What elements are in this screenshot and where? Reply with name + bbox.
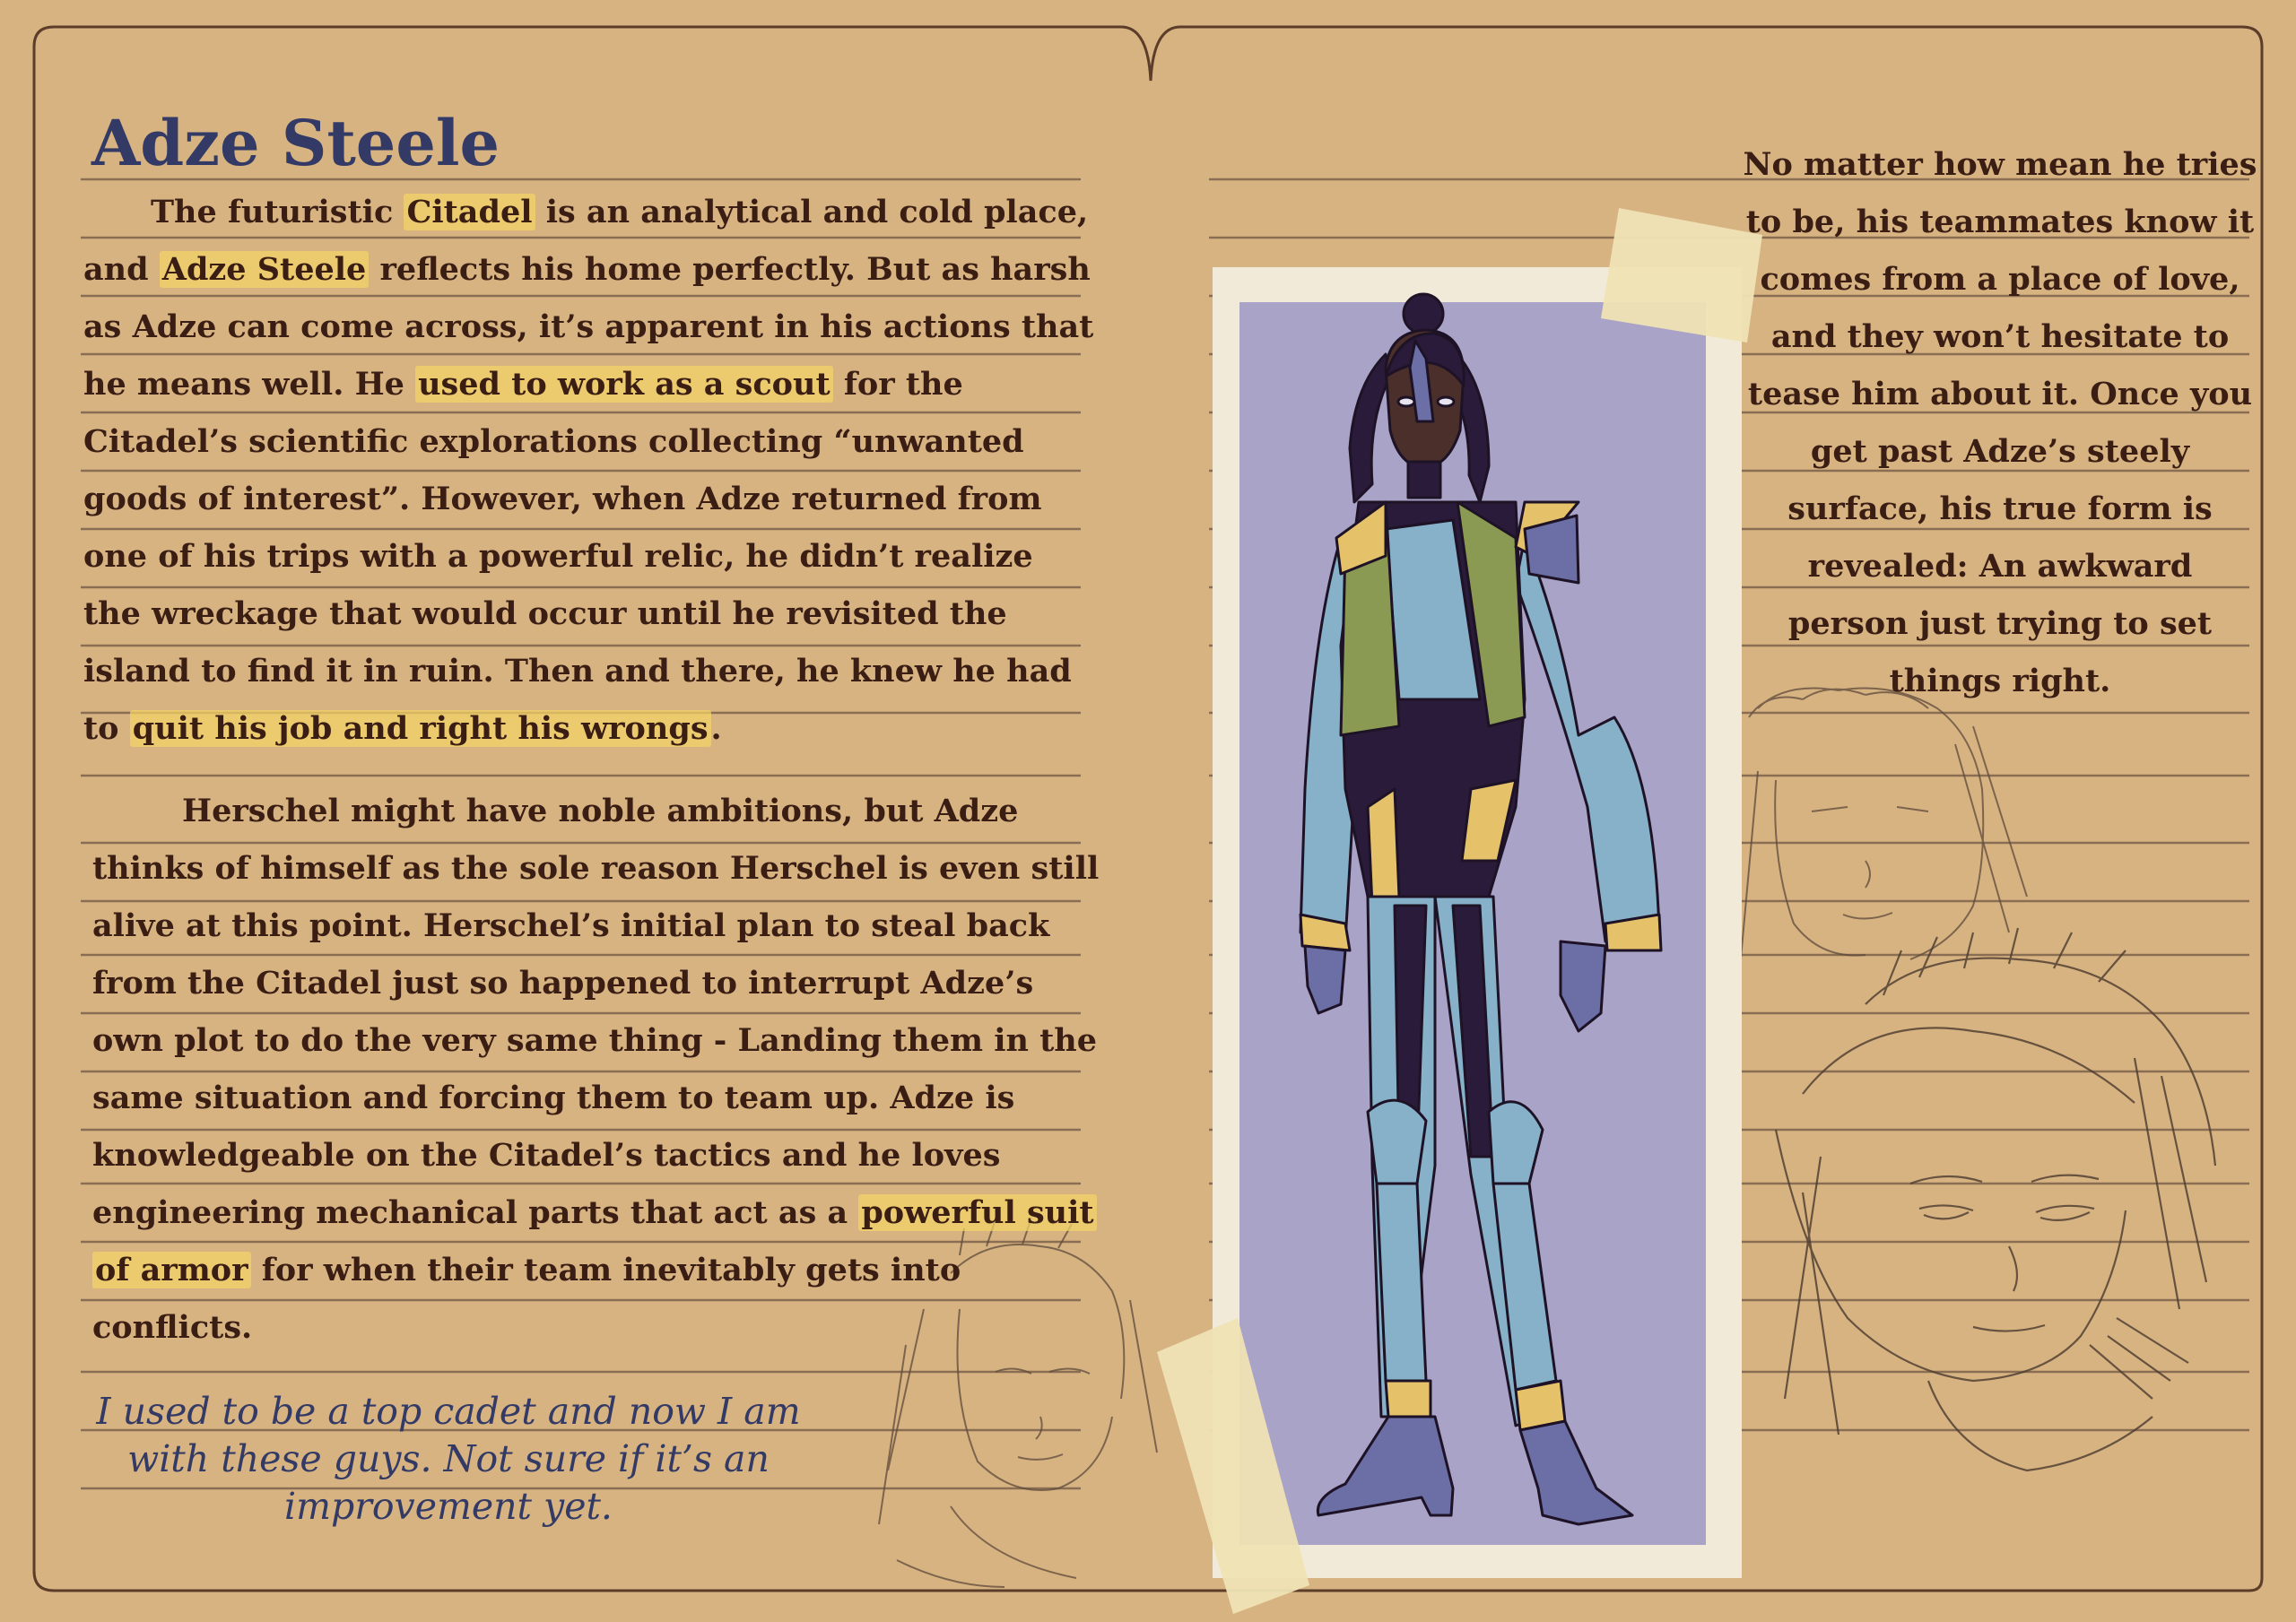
text-segment: is an analytical and cold place, <box>535 194 1089 230</box>
text-segment: No matter how mean he tries <box>1743 146 2257 183</box>
text-segment: things right. <box>1889 663 2111 699</box>
text-line <box>92 1242 1099 1299</box>
text-segment: Herschel might have noble ambitions, but Adze <box>182 793 1019 829</box>
text-segment: . <box>710 710 722 747</box>
highlighted-phrase: used to work as a scout <box>415 366 833 403</box>
text-segment: get past Adze’s steely <box>1810 433 2190 470</box>
text-segment: island to find it in ruin. Then and there, he knew he had <box>83 653 1072 690</box>
text-line <box>92 1184 1099 1242</box>
quote-line: I used to be a top cadet and now I am <box>96 1390 801 1433</box>
text-segment: alive at this point. Herschel’s initial plan to steal back <box>92 907 1050 944</box>
text-segment: and <box>83 251 160 288</box>
text-segment: as Adze can come across, it’s apparent in his actions that <box>83 308 1094 345</box>
character-name-title: Adze Steele <box>91 106 500 180</box>
character-portrait-card <box>1213 267 1742 1578</box>
text-segment: to <box>83 710 130 747</box>
text-line <box>83 643 1093 700</box>
text-segment: from the Citadel just so happened to interrupt Adze’s <box>92 965 1034 1002</box>
text-line <box>83 528 1093 585</box>
text-segment: Citadel’s scientific explorations collecting “unwanted <box>83 423 1024 460</box>
text-segment: for when their team inevitably gets into <box>250 1252 961 1288</box>
text-line <box>1740 653 2260 710</box>
text-line <box>1740 481 2260 538</box>
text-segment: tease him about it. Once you <box>1747 376 2253 412</box>
text-segment: person just trying to set <box>1787 605 2213 642</box>
text-line <box>1740 308 2260 366</box>
text-line <box>1740 251 2260 308</box>
text-segment: for the <box>832 366 963 403</box>
text-segment: surface, his true form is <box>1787 490 2213 527</box>
relationship-paragraph <box>92 783 1099 1357</box>
highlighted-phrase: quit his job and right his wrongs <box>130 710 711 747</box>
text-line <box>83 585 1093 643</box>
text-segment: goods of interest”. However, when Adze returned from <box>83 481 1042 517</box>
text-line <box>92 1012 1099 1070</box>
text-line <box>83 413 1093 471</box>
text-line <box>1740 595 2260 653</box>
text-segment: reflects his home perfectly. But as harsh <box>369 251 1091 288</box>
text-line <box>83 356 1093 413</box>
text-line <box>92 1070 1099 1127</box>
quote-line: with these guys. Not sure if it’s an <box>127 1437 770 1480</box>
text-segment: the wreckage that would occur until he revisited the <box>83 595 1007 632</box>
text-line <box>92 1127 1099 1184</box>
text-line <box>92 783 1099 840</box>
quote-line: improvement yet. <box>284 1485 613 1528</box>
text-segment: he means well. He <box>83 366 416 403</box>
text-line <box>1740 423 2260 481</box>
text-segment: revealed: An awkward <box>1807 548 2193 585</box>
text-segment: conflicts. <box>92 1309 253 1346</box>
text-segment: one of his trips with a powerful relic, he didn’t realize <box>83 538 1033 575</box>
highlighted-phrase: Adze Steele <box>160 251 370 288</box>
text-line <box>83 700 1093 758</box>
personality-paragraph <box>1740 136 2260 710</box>
highlighted-phrase: of armor <box>92 1252 251 1288</box>
text-line <box>83 471 1093 528</box>
text-line <box>1740 538 2260 595</box>
text-line <box>83 184 1093 241</box>
backstory-paragraph <box>83 184 1093 758</box>
text-line <box>1740 194 2260 251</box>
highlighted-phrase: Citadel <box>404 194 535 230</box>
text-segment: thinks of himself as the sole reason Herschel is even still <box>92 850 1100 887</box>
highlighted-phrase: powerful suit <box>858 1194 1096 1231</box>
text-line <box>92 898 1099 955</box>
text-segment: engineering mechanical parts that act as a <box>92 1194 859 1231</box>
text-line <box>92 955 1099 1012</box>
text-segment: The futuristic <box>151 194 404 230</box>
text-segment: knowledgeable on the Citadel’s tactics and he loves <box>92 1137 1001 1174</box>
text-line <box>92 840 1099 898</box>
text-segment: and they won’t hesitate to <box>1770 318 2230 355</box>
character-quote <box>81 1388 816 1531</box>
text-line <box>1740 136 2260 194</box>
text-line <box>1740 366 2260 423</box>
text-line <box>83 241 1093 299</box>
text-segment: comes from a place of love, <box>1760 261 2240 298</box>
text-segment: own plot to do the very same thing - Landing them in the <box>92 1022 1098 1059</box>
text-line <box>83 299 1093 356</box>
text-segment: same situation and forcing them to team up. Adze is <box>92 1080 1015 1116</box>
text-segment: to be, his teammates know it <box>1745 204 2255 240</box>
text-line <box>92 1299 1099 1357</box>
